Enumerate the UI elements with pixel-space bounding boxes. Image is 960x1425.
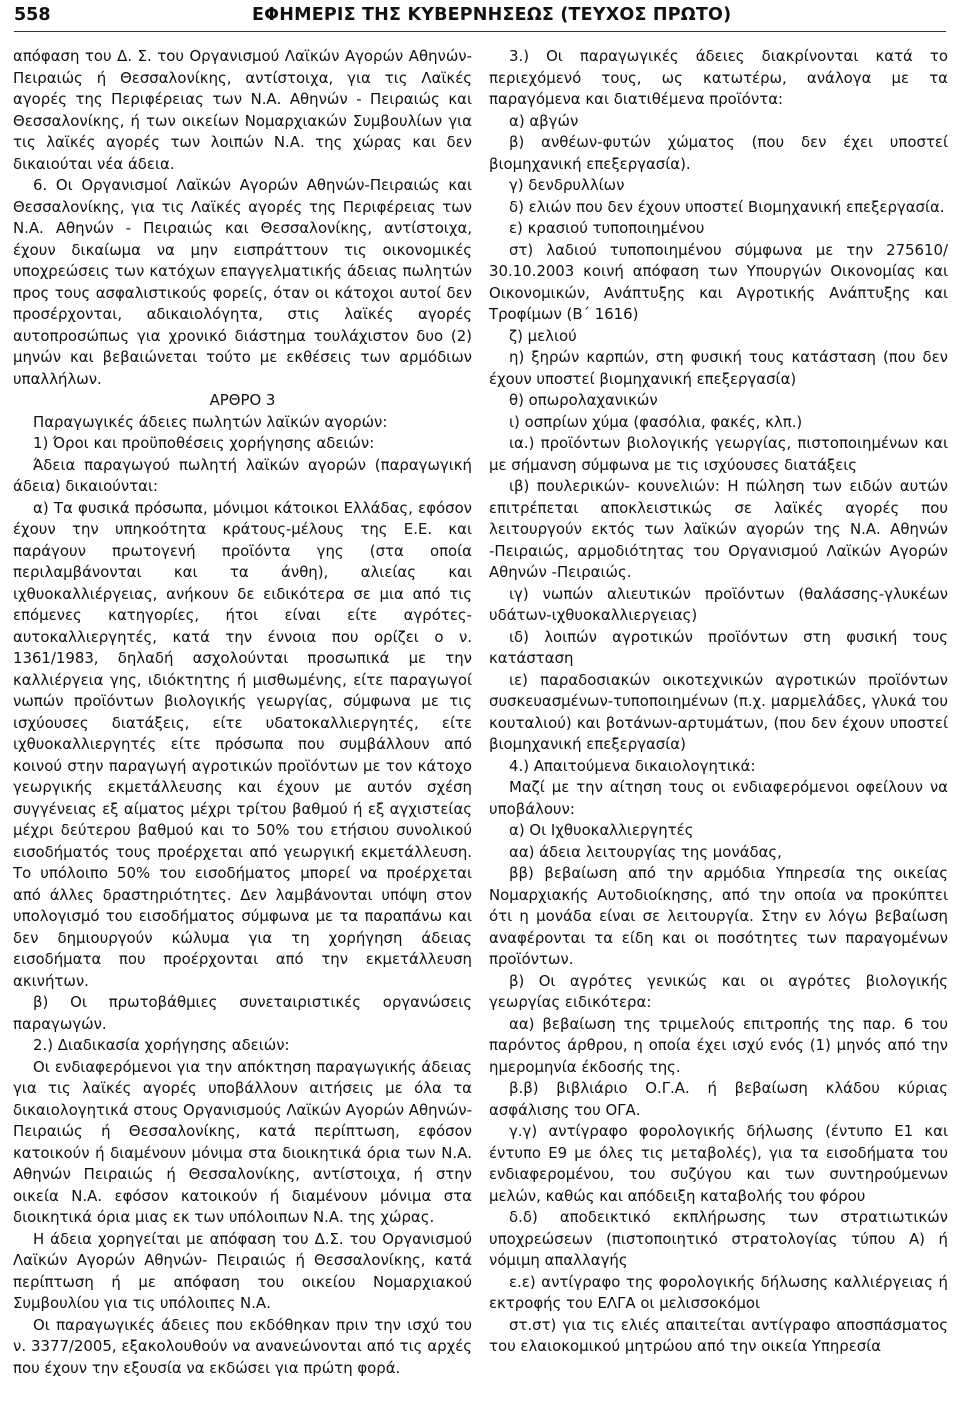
paragraph: ζ) μελιού — [509, 326, 577, 345]
paragraph: η) ξηρών καρπών, στη φυσική τους κατάσταση (που δεν έχουν υποστεί βιομηχανική επεξεργασία) — [489, 348, 948, 388]
page-header — [0, 0, 960, 36]
paragraph: γ.γ) αντίγραφο φορολογικής δήλωσης (έντυπο Ε1 και έντυπο Ε9 με όλες τις μεταβολές), για τα εισοδήματα του ενδιαφερομένου, του συζύγου και των συντηρούμενων μελών, καθώς και απόδειξη καταβολής του φόρου — [489, 1122, 948, 1205]
paragraph: ιγ) νωπών αλιευτικών προϊόντων (θαλάσσης-γλυκέων υδάτων-ιχθυοκαλλιεργειας) — [489, 584, 948, 624]
paragraph: β.β) βιβλιάριο Ο.Γ.Α. ή βεβαίωση κλάδου κύριας ασφάλισης του ΟΓΑ. — [489, 1079, 948, 1119]
page-number: 558 — [14, 5, 51, 25]
paragraph: Η άδεια χορηγείται με απόφαση του Δ.Σ. του Οργανισμού Λαϊκών Αγορών Αθηνών- Πειραιώς ή Θεσσαλονίκης, κατά περίπτωση ή με απόφαση του οικείου Νομαρχιακού Συμβουλίου για τις υπόλοιπες Ν.Α. — [13, 1229, 472, 1312]
paragraph: ιβ) πουλερικών- κουνελιών: Η πώληση των ειδών αυτών επιτρέπεται αποκλειστικώς σε λαϊκές αγορές που λειτουργούν εκτός των λαϊκών αγορών της Ν.Α. Αθηνών -Πειραιώς, αρμοδιότητας του Οργανισμού Λαϊκών Αγορών Αθηνών -Πειραιώς. — [489, 477, 948, 581]
paragraph: στ) λαδιού τυποποιημένου σύμφωνα με την 275610/ 30.10.2003 κοινή απόφαση των Υπουργών Οικονομίας και Οικονομικών, Ανάπτυξης και Αγροτικής Ανάπτυξης και Τροφίμων (Β΄ 1616) — [489, 240, 948, 323]
left-column — [13, 46, 472, 1379]
paragraph: 4.) Απαιτούμενα δικαιολογητικά: — [509, 756, 756, 775]
paragraph: δ) ελιών που δεν έχουν υποστεί Βιομηχανική επεξεργασία. — [509, 197, 945, 216]
paragraph: ββ) βεβαίωση από την αρμόδια Υπηρεσία της οικείας Νομαρχιακής Αυτοδιοίκησης, από την οποία να προκύπτει ότι η μονάδα είναι σε λειτουργία. Στην εν λόγω βεβαίωση αναφέρονται τα είδη και οι ποσότητες των παραγομένων προϊόντων. — [489, 864, 948, 968]
paragraph: γ) δενδρυλλίων — [509, 176, 625, 194]
paragraph: Οι παραγωγικές άδειες που εκδόθηκαν πριν την ισχύ του ν. 3377/2005, εξακολουθούν να ανανεώνονται από τις αρχές που έχουν την εξουσία να εκδώσει για πρώτη φορά. — [13, 1315, 472, 1377]
paragraph: α) Οι Ιχθυοκαλλιεργητές — [509, 821, 694, 839]
paragraph: αα) άδεια λειτουργίας της μονάδας, — [509, 842, 782, 861]
paragraph: Μαζί με την αίτηση τους οι ενδιαφερόμενοι οφείλουν να υποβάλουν: — [489, 778, 948, 818]
paragraph: ι) οσπρίων χύμα (φασόλια, φακές, κλπ.) — [509, 412, 803, 431]
header-rule — [14, 31, 946, 32]
paragraph: ιε) παραδοσιακών οικοτεχνικών αγροτικών προϊόντων συσκευασμένων-τυποποιημένων (π.χ. μαρμελάδες, γλυκά του κουταλιού) και βοτάνων-αρτυμάτων, (που δεν έχουν υποστεί βιομηχανική επεξεργασία) — [489, 670, 948, 753]
right-column — [489, 46, 948, 1358]
paragraph: θ) οπωρολαχανικών — [509, 391, 658, 409]
paragraph: ιδ) λοιπών αγροτικών προϊόντων στη φυσική τους κατάσταση — [489, 627, 948, 667]
article-heading: ΑΡΘΡΟ 3 — [209, 391, 276, 409]
paragraph: 1) Όροι και προϋποθέσεις χορήγησης αδειών: — [33, 434, 375, 452]
paragraph: αα) βεβαίωση της τριμελούς επιτροπής της παρ. 6 του παρόντος άρθρου, η οποία έχει ισχύ ενός (1) μηνός από την ημερομηνία έκδοσής της. — [489, 1014, 948, 1076]
paragraph: ε) κρασιού τυποποιημένου — [509, 219, 705, 237]
paragraph: 6. Οι Οργανισμοί Λαϊκών Αγορών Αθηνών-Πειραιώς και Θεσσαλονίκης, για τις Λαϊκές αγορές της Περιφέρειας των Ν.Α. Αθηνών - Πειραιώς και Θεσσαλονίκης, αντίστοιχα, έχουν δικαίωμα να μην εισπράττουν τις οικονομικές υποχρεώσεις των κατόχων επαγγελματικής άδειας πωλητών προς τους ασφαλιστικούς φορείς, όταν οι κάτοχοι αυτοί δεν προσέρχονται, αδικαιολόγητα, στις λαϊκές αγορές αυτοπροσώπως για χρονικό διάστημα τουλάχιστον δυο (2) μηνών και βεβαιώνεται τούτο με εκθέσεις των αρμόδιων υπαλλήλων. — [13, 176, 472, 388]
paragraph: α) αβγών — [509, 111, 579, 130]
paragraph: 2.) Διαδικασία χορήγησης αδειών: — [33, 1036, 290, 1054]
paragraph: α) Τα φυσικά πρόσωπα, μόνιμοι κάτοικοι Ελλάδας, εφόσον έχουν την υπηκοότητα κράτους-μέλους της Ε.Ε. και παράγουν πρωτογενή προϊόντα γης (στα οποία περιλαμβάνονται και τα άνθη), αλιείας και ιχθυοκαλλιέργειας, ανήκουν δε ειδικότερα σε μια από τις επόμενες κατηγορίες, ήτοι είναι είτε αγρότες-αυτοκαλλιεργητές, κατά την έννοια που ορίζει ο ν. 1361/1983, δηλαδή ασχολούνται προσωπικά με την καλλιέργεια γης, ιδιόκτητης ή μισθωμένης, είτε παραγωγοί νωπών προϊόντων βιολογικής γεωργίας, σύμφωνα με τις ισχύουσες διατάξεις, είτε υδατοκαλλιεργητές, είτε ιχθυοκαλλιεργητές είτε πρόσωπα που συμβάλλουν από κοινού στην παραγωγή αγροτικών προϊόντων με τον κάτοχο γεωργικής εκμετάλλευσης και έχουν με αυτόν σχέση συγγένειας εξ αίματος μέχρι τρίτου βαθμού ή εξ αγχιστείας μέχρι δεύτερου βαθμού και το 50% του ετήσιου συνολικού εισοδήματός τους προέρχεται από γεωργική εκμετάλλευση. Το υπόλοιπο 50% του εισοδήματος μπορεί να προέρχεται από άλλες δραστηριότητες. Δεν λαμβάνονται υπόψη στον υπολογισμό του εισοδήματος σύμφωνα με τα παραπάνω και δεν δημιουργούν κώλυμα για τη χορήγηση άδειας εισοδήματα που προέρχονται από την εκμετάλλευση ακινήτων. — [13, 498, 472, 990]
paragraph: στ.στ) για τις ελιές απαιτείται αντίγραφο αποσπάσματος του ελαιοκομικού μητρώου από την οικεία Υπηρεσία — [489, 1315, 948, 1355]
paragraph: β) Οι αγρότες γενικώς και οι αγρότες βιολογικής γεωργίας ειδικότερα: — [489, 971, 948, 1011]
paragraph: β) Οι πρωτοβάθμιες συνεταιριστικές οργανώσεις παραγωγών. — [13, 993, 472, 1033]
paragraph: Άδεια παραγωγού πωλητή λαϊκών αγορών (παραγωγική άδεια) δικαιούνται: — [13, 455, 472, 495]
paragraph: απόφαση του Δ. Σ. του Οργανισμού Λαϊκών Αγορών Αθηνών-Πειραιώς ή Θεσσαλονίκης, αντίστοιχα, για τις Λαϊκές αγορές της Περιφέρειας των Ν.Α. Αθηνών - Πειραιώς και Θεσσαλονίκης, ή των οικείων Νομαρχιακών Συμβουλίων για τις λαϊκές αγορές των λοιπών Ν.Α. της χώρας και δεν δικαιούται νέα άδεια. — [13, 47, 472, 173]
paragraph: β) ανθέων-φυτών χώματος (που δεν έχει υποστεί βιομηχανική επεξεργασία). — [489, 133, 948, 173]
paragraph: 3.) Οι παραγωγικές άδειες διακρίνονται κατά το περιεχόμενό τους, ως κατωτέρω, ανάλογα με τα παραγόμενα και διατιθέμενα προϊόντα: — [489, 47, 948, 108]
paragraph: ε.ε) αντίγραφο της φορολογικής δήλωσης καλλιέργειας ή εκτροφής του ΕΛΓΑ οι μελισσοκόμοι — [489, 1272, 948, 1312]
paragraph: Παραγωγικές άδειες πωλητών λαϊκών αγορών: — [33, 412, 388, 431]
paragraph: δ.δ) αποδεικτικό εκπλήρωσης των στρατιωτικών υποχρεώσεων (πιστοποιητικό στρατολογίας τύπου Α) ή νόμιμη απαλλαγής — [489, 1208, 948, 1269]
paragraph: Οι ενδιαφερόμενοι για την απόκτηση παραγωγικής άδειας για τις λαϊκές αγορές υποβάλλουν αιτήσεις με όλα τα δικαιολογητικά στους Οργανισμούς Λαϊκών Αγορών Αθηνών-Πειραιώς ή Θεσσαλονίκης, κατά περίπτωση, εφόσον κατοικούν ή διαμένουν μόνιμα στα διοικητικά όρια των Ν.Α. Αθηνών Πειραιώς ή Θεσσαλονίκης, αντίστοιχα, ή στην οικεία Ν.Α. εφόσον κατοικούν ή διαμένουν μόνιμα στα διοικητικά όρια μιας εκ των υπόλοιπων Ν.Α. της χώρας. — [13, 1057, 472, 1226]
paragraph: ια.) προϊόντων βιολογικής γεωργίας, πιστοποιημένων και με σήμανση σύμφωνα με τις ισχύουσες διατάξεις — [489, 434, 948, 474]
journal-title: ΕΦΗΜΕΡΙΣ ΤΗΣ ΚΥΒΕΡΝΗΣΕΩΣ (ΤΕΥΧΟΣ ΠΡΩΤΟ) — [252, 5, 732, 25]
